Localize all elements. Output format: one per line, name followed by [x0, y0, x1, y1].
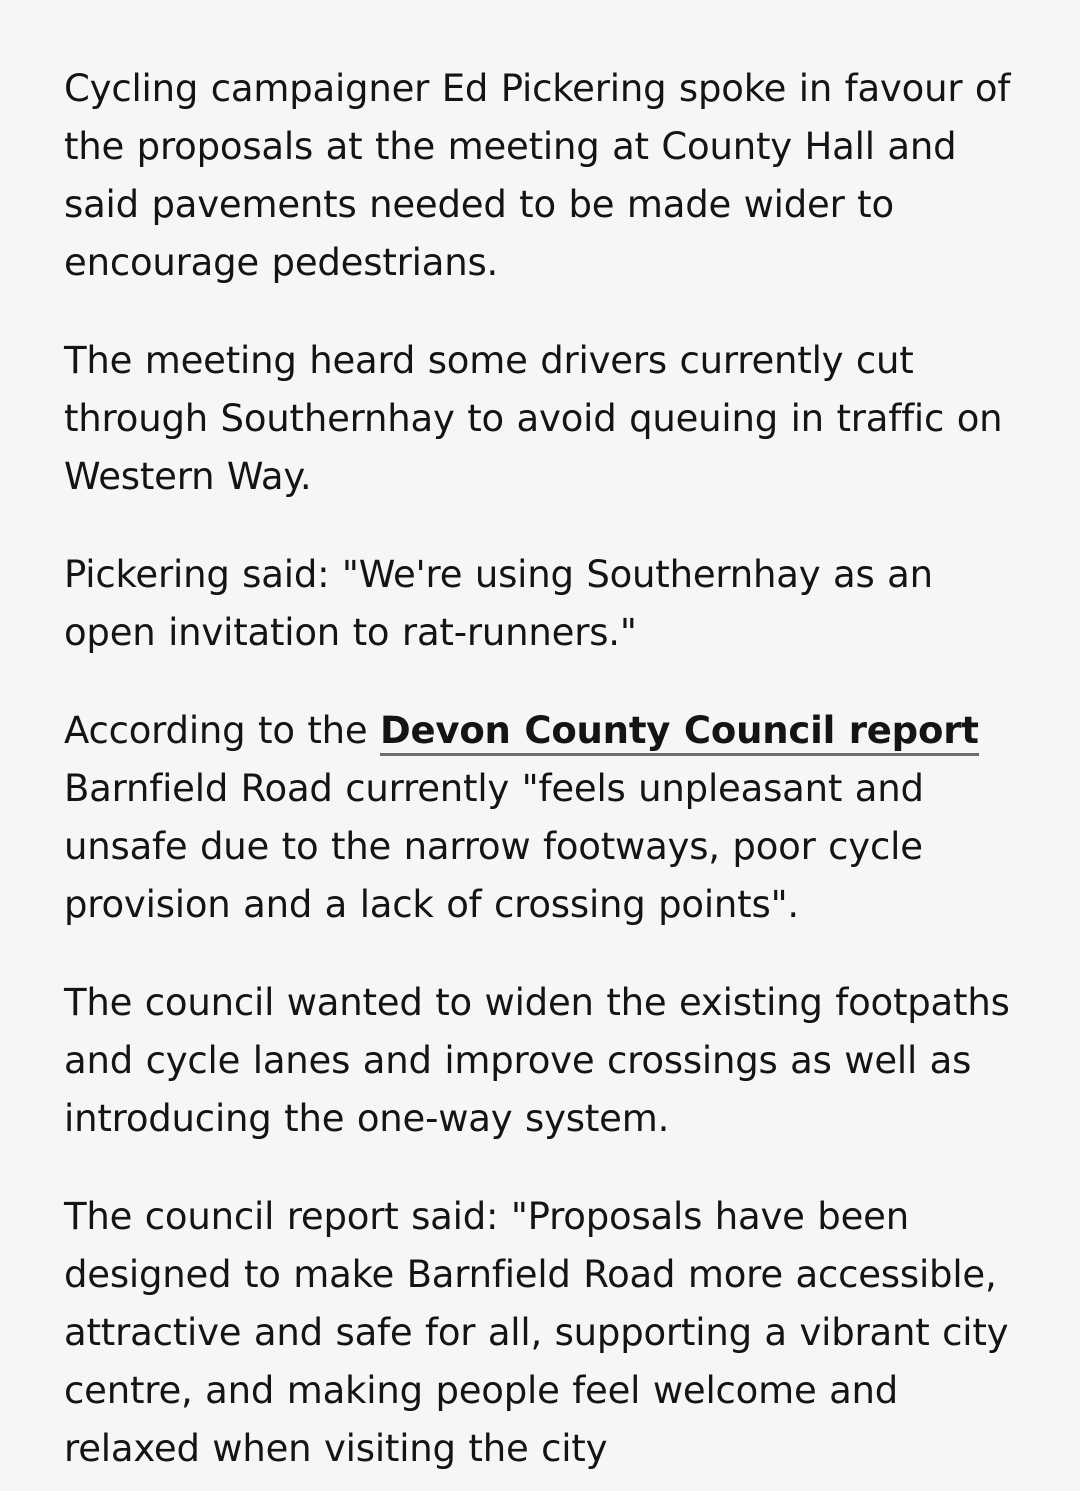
paragraph-meeting-heard: The meeting heard some drivers currently cut through Southernhay to avoid queuing in traffic on Western Way. [64, 339, 1003, 498]
paragraph-text-after-link: Barnfield Road currently "feels unpleasant and unsafe due to the narrow footways, poor cycle provision and a lack of crossing points". [64, 767, 924, 926]
paragraph-council-wanted: The council wanted to widen the existing footpaths and cycle lanes and improve crossings as well as introducing the one-way system. [64, 981, 1010, 1140]
paragraph-council-report-quote: The council report said: "Proposals have been designed to make Barnfield Road more accessible, attractive and safe for all, supporting a vibrant city centre, and making people feel welcome and relaxed when visiting the city [64, 1195, 1009, 1470]
paragraph-text-before-link: According to the [64, 709, 380, 752]
devon-county-council-report-link[interactable]: Devon County Council report [380, 709, 979, 756]
paragraph-cycling-campaigner: Cycling campaigner Ed Pickering spoke in favour of the proposals at the meeting at County Hall and said pavements needed to be made wider to encourage pedestrians. [64, 67, 1011, 284]
paragraph-council-report [64, 702, 1016, 934]
paragraph-pickering-quote: Pickering said: "We're using Southernhay as an open invitation to rat-runners." [64, 553, 933, 654]
